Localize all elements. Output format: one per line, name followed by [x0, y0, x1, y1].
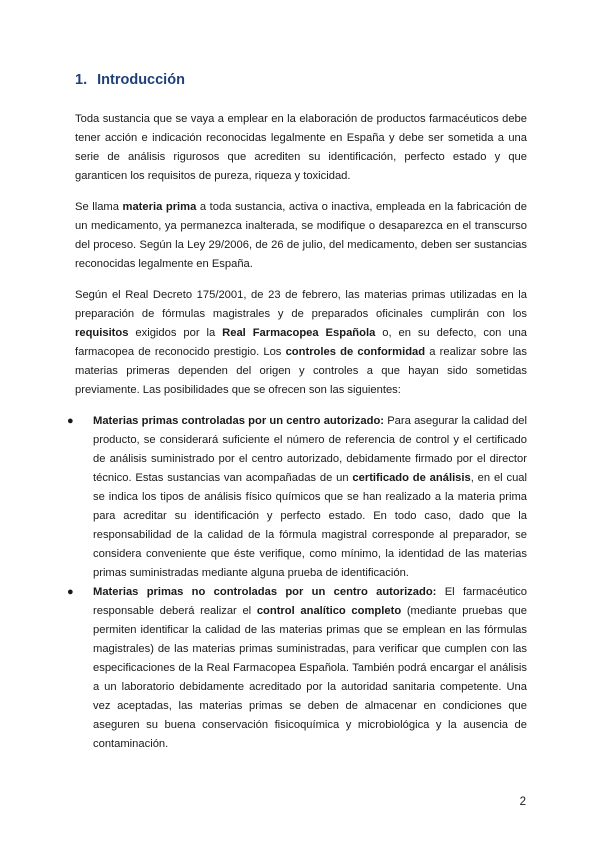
paragraph-3-text: o, en su defecto, con una farmacopea de reconocido prestigio. Los [75, 327, 528, 358]
list-item [67, 583, 527, 754]
paragraph-3-text: exigidos por la [128, 327, 223, 339]
term-controles-conformidad: controles de conformidad [285, 346, 426, 358]
bullet-icon: ● [67, 415, 74, 427]
list-item [67, 412, 527, 583]
list-item-text: Para asegurar la calidad del producto, se considerará suficiente el número de referencia de control y el certificado de análisis suministrado por el centro autorizado, debidamente firmado por el director técnico. Estas sustancias van acompañadas de un [93, 415, 527, 484]
term-materia-prima: materia prima [122, 201, 197, 213]
list-item-heading: Materias primas controladas por un centro autorizado: [93, 415, 384, 427]
term-real-farmacopea: Real Farmacopea Española [222, 327, 376, 339]
paragraph-3-text: a realizar sobre las materias primeras dependen del origen y controles a que hayan sido sometidas previamente. Las posibilidades que se ofrecen son las siguientes: [75, 346, 527, 396]
section-number: 1. [75, 72, 88, 88]
section-heading [75, 72, 527, 88]
bullet-list [67, 412, 527, 754]
paragraph-3 [75, 286, 527, 400]
paragraph-3-text: Según el Real Decreto 175/2001, de 23 de febrero, las materias primas utilizadas en la preparación de fórmulas magistrales y de preparados oficinales cumplirán con los [75, 289, 527, 320]
paragraph-1-text: Toda sustancia que se vaya a emplear en la elaboración de productos farmacéuticos debe tener acción e indicación reconocidas legalmente en España y debe ser sometida a una serie de análisis rigurosos que acrediten su identificación, perfecto estado y que garanticen los requisitos de pureza, riqueza y toxicidad. [75, 113, 527, 182]
term-control-analitico: control analítico completo [256, 605, 402, 617]
term-requisitos: requisitos [75, 327, 129, 339]
document-page [67, 72, 528, 754]
term-certificado: certificado de análisis [352, 472, 471, 484]
section-title: Introducción [97, 72, 185, 88]
paragraph-2 [75, 198, 527, 274]
bullet-icon: ● [67, 586, 74, 598]
list-item-heading: Materias primas no controladas por un centro autorizado: [93, 586, 437, 598]
paragraph-2-text: Se llama [75, 201, 123, 213]
list-item-text: (mediante pruebas que permiten identificar la calidad de las materias primas que se emplean en las fórmulas magistrales) de las materias primas suministradas, para verificar que cumplen con las especificaciones de la Real Farmacopea Española. También podrá encargar el análisis a un laboratorio debidamente acreditado por la autoridad sanitaria competente. Una vez aceptadas, las materias primas se deben de almacenar en condiciones que aseguren su buena conservación fisicoquímica y microbiológica y la ausencia de contaminación. [93, 605, 527, 750]
list-item-text: , en el cual se indica los tipos de análisis físico químicos que se han realizado a la materia prima para acreditar su identificación y perfecto estado. En todo caso, dado que la responsabilidad de la calidad de la fórmula magistral corresponde al preparador, se considera conveniente que éste verifique, como mínimo, la identidad de las materias primas suministradas mediante alguna prueba de identificación. [93, 472, 527, 579]
paragraph-1 [75, 110, 527, 186]
paragraph-2-text: a toda sustancia, activa o inactiva, empleada en la fabricación de un medicamento, ya permanezca inalterada, se modifique o desaparezca en el transcurso del proceso. Según la Ley 29/2006, de 26 de julio, del medicamento, deben ser sustancias reconocidas legalmente en España. [75, 201, 527, 270]
page-number: 2 [519, 796, 526, 808]
list-item-text: El farmacéutico responsable deberá realizar el [93, 586, 527, 617]
